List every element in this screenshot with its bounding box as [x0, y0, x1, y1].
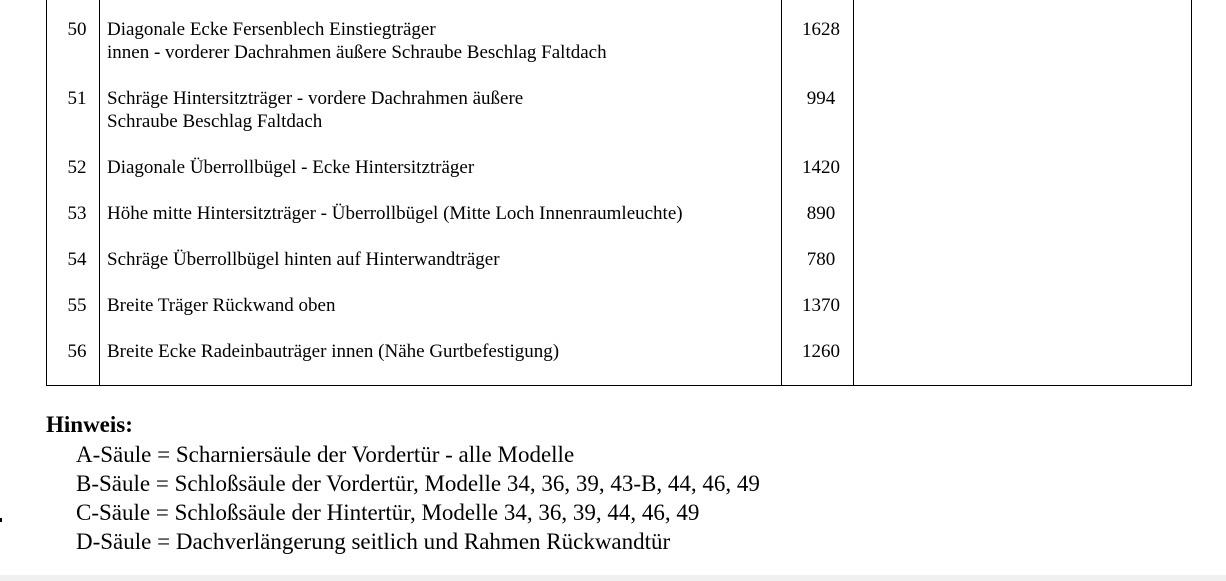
hint-line: B-Säule = Schloßsäule der Vordertür, Modelle 34, 36, 39, 43-B, 44, 46, 49: [76, 471, 760, 496]
row-value: 994: [806, 88, 836, 109]
row-description: [107, 18, 777, 64]
hint-line: D-Säule = Dachverlängerung seitlich und Rahmen Rückwandtür: [76, 529, 671, 554]
row-number: 51: [67, 88, 87, 109]
description-line: Breite Ecke Radeinbauträger innen (Nähe Gurtbefestigung): [107, 341, 560, 362]
row-description: [107, 294, 777, 317]
row-number: 54: [67, 249, 87, 270]
row-number: 56: [67, 341, 87, 362]
row-number: 55: [67, 295, 87, 316]
column-divider: [853, 0, 854, 385]
row-number: 50: [67, 19, 87, 40]
description-line: Schräge Hintersitzträger - vordere Dachrahmen äußere: [107, 88, 524, 109]
description-line: Diagonale Ecke Fersenblech Einstiegträger: [107, 19, 436, 40]
description-line: Diagonale Überrollbügel - Ecke Hintersitzträger: [107, 157, 475, 178]
measurement-table: [46, 0, 1192, 386]
row-value: 1628: [802, 19, 840, 40]
description-line: Schraube Beschlag Faltdach: [107, 111, 323, 132]
hint-line: C-Säule = Schloßsäule der Hintertür, Modelle 34, 36, 39, 44, 46, 49: [76, 500, 700, 525]
row-value: 1420: [802, 157, 840, 178]
row-value: 1260: [802, 341, 840, 362]
hint-line: A-Säule = Scharniersäule der Vordertür - alle Modelle: [76, 442, 575, 467]
description-line: Schräge Überrollbügel hinten auf Hinterwandträger: [107, 249, 500, 270]
row-number: 53: [67, 203, 87, 224]
row-description: [107, 202, 777, 225]
column-divider: [99, 0, 100, 385]
description-line: innen - vorderer Dachrahmen äußere Schraube Beschlag Faltdach: [107, 42, 607, 63]
hint-title: Hinweis:: [46, 412, 133, 437]
row-value: 780: [806, 249, 836, 270]
row-description: [107, 87, 777, 133]
description-line: Breite Träger Rückwand oben: [107, 295, 336, 316]
row-value: 890: [806, 203, 836, 224]
edge-mark: [0, 518, 2, 522]
hint-section: [46, 410, 760, 556]
page-bottom-edge: [0, 575, 1226, 581]
description-line: Höhe mitte Hintersitzträger - Überrollbügel (Mitte Loch Innenraumleuchte): [107, 203, 683, 224]
row-description: [107, 248, 777, 271]
row-number: 52: [67, 157, 87, 178]
row-description: [107, 340, 777, 363]
row-value: 1370: [802, 295, 840, 316]
row-description: [107, 156, 777, 179]
column-divider: [781, 0, 782, 385]
hint-list: [76, 440, 760, 556]
